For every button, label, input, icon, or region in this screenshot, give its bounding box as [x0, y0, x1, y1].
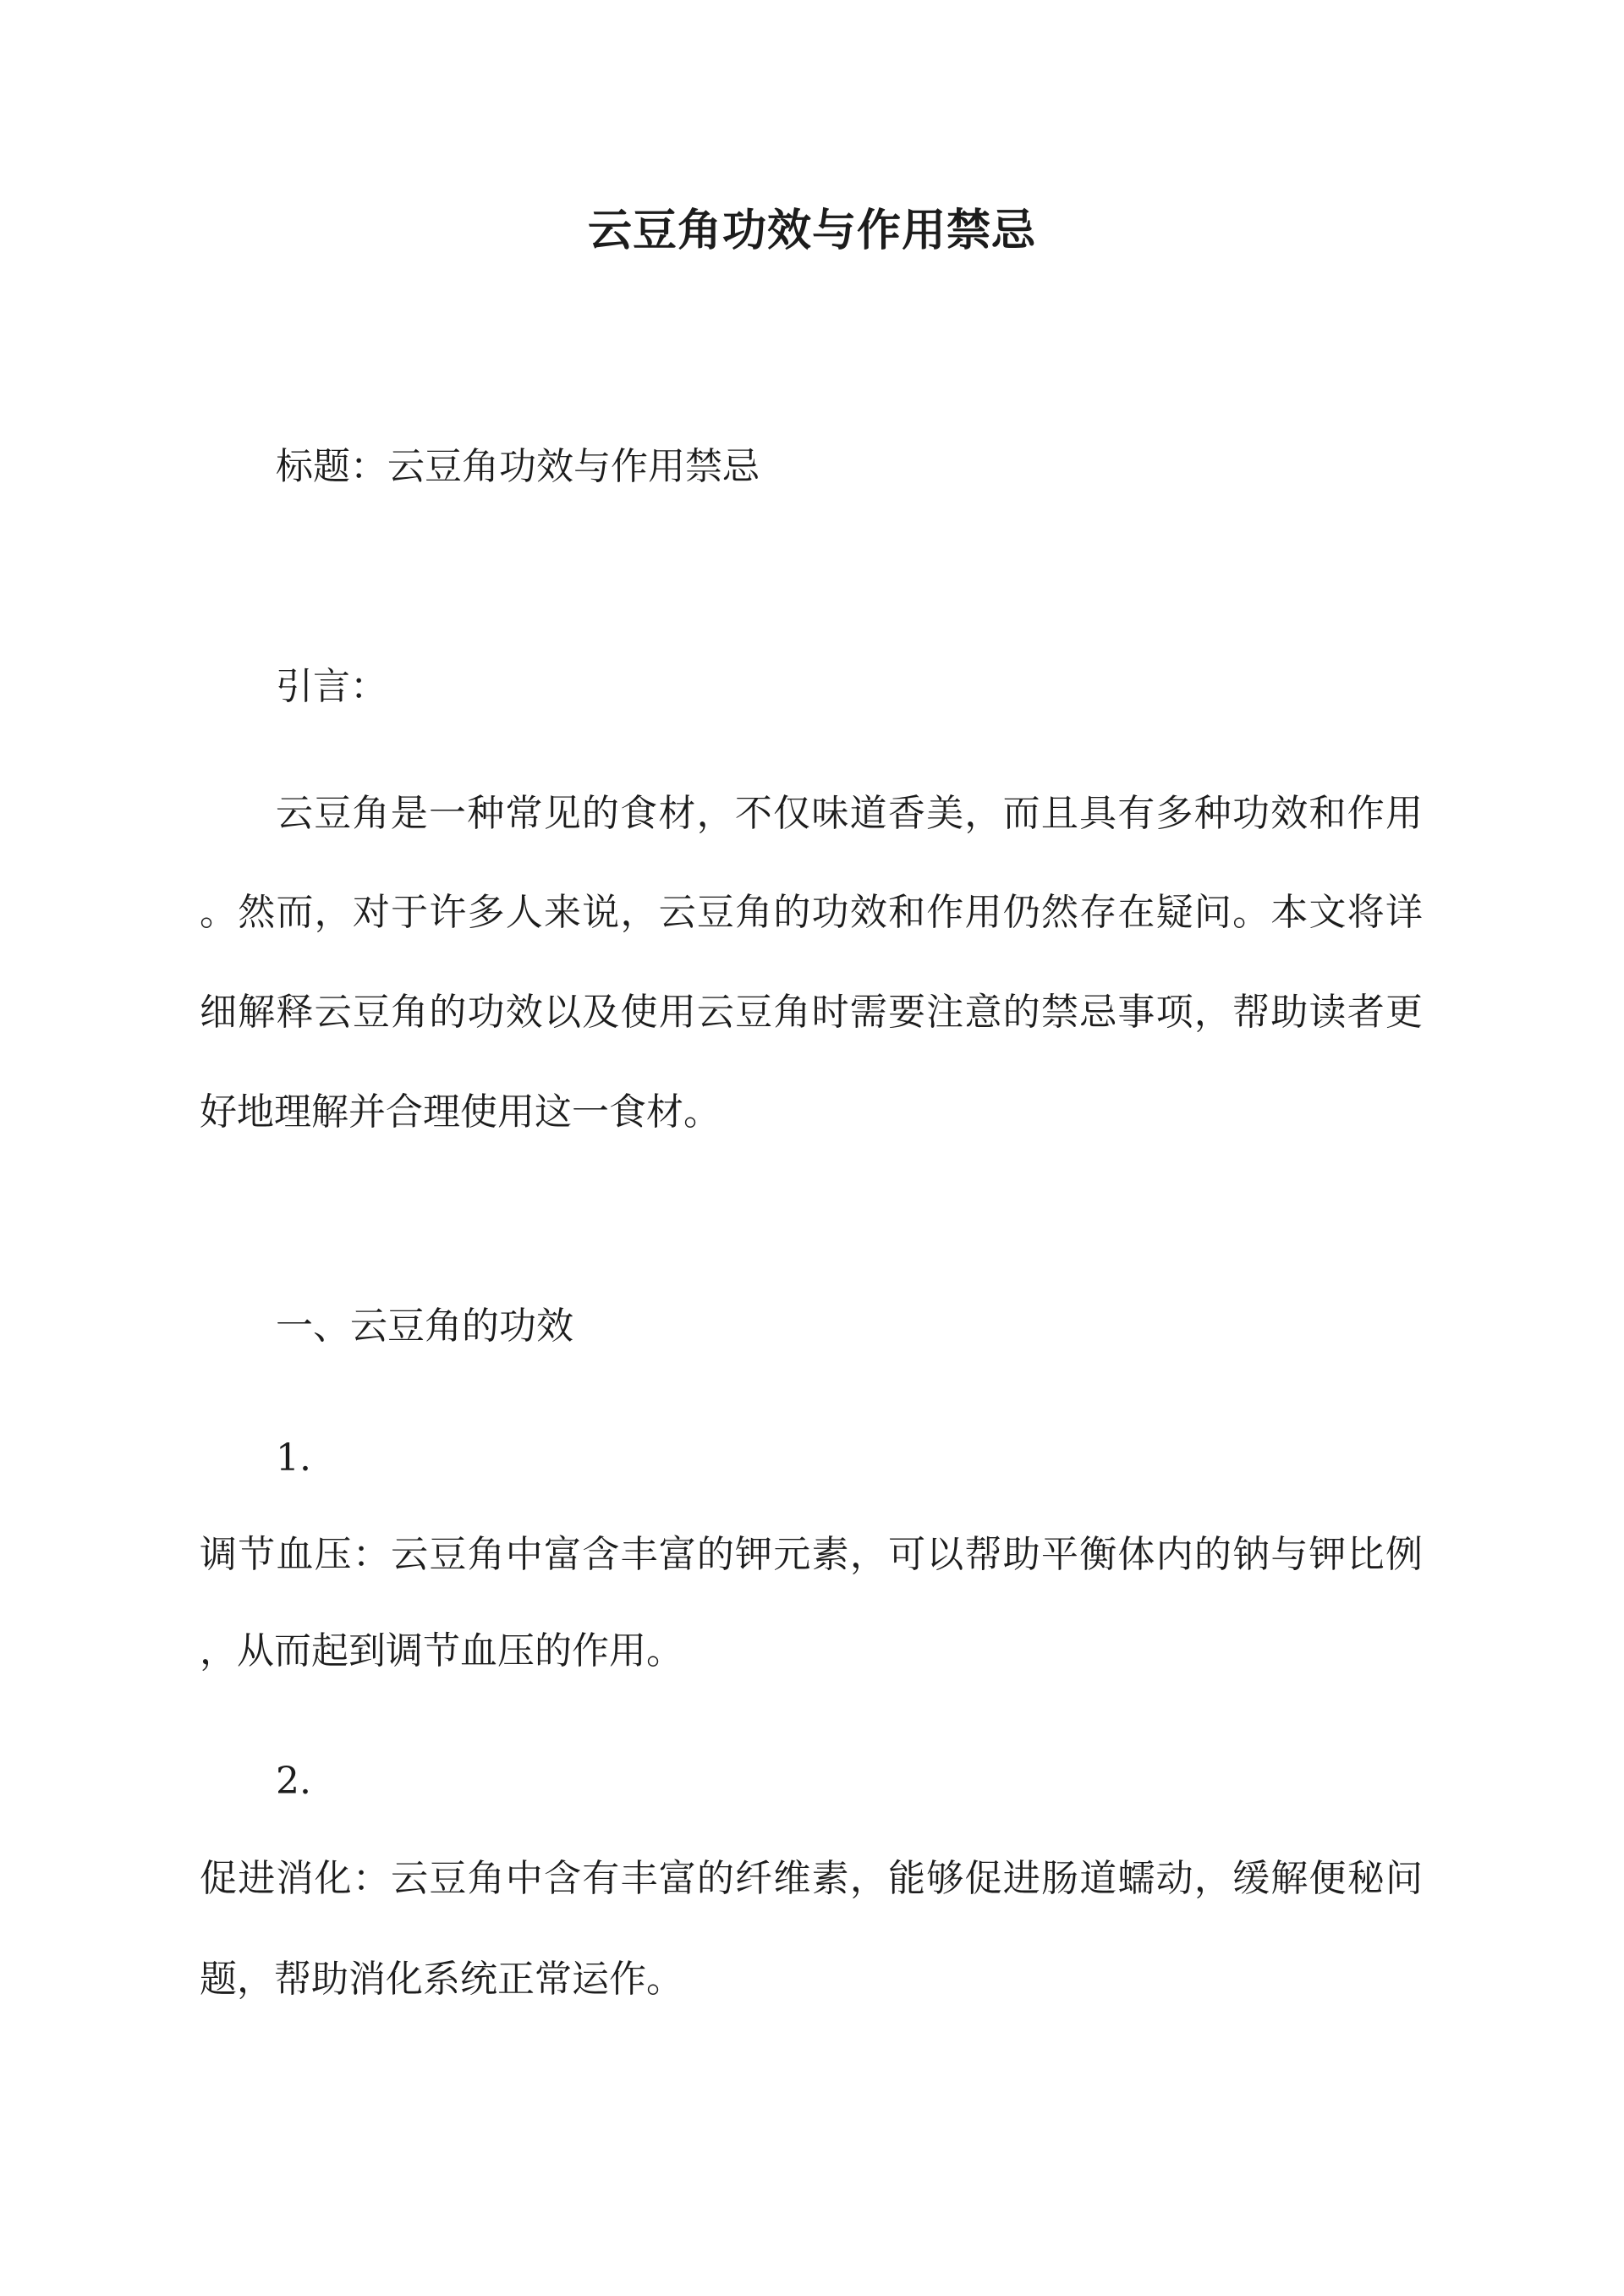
subject-line: 标题：云豆角功效与作用禁忌 [276, 445, 760, 488]
intro-paragraph-line: 。然而，对于许多人来说，云豆角的功效和作用仍然存在疑问。本文将详 [200, 891, 1423, 934]
intro-heading: 引言： [276, 665, 387, 708]
section-heading: 一、云豆角的功效 [276, 1305, 573, 1348]
list-item-number: 2. [276, 1760, 311, 1803]
list-item-line: 调节血压：云豆角中富含丰富的钾元素，可以帮助平衡体内的钠与钾比例 [200, 1533, 1423, 1576]
intro-paragraph-line: 细解释云豆角的功效以及使用云豆角时需要注意的禁忌事项，帮助读者更 [200, 991, 1423, 1034]
list-item-line: 促进消化：云豆角中含有丰富的纤维素，能够促进肠道蠕动，缓解便秘问 [200, 1857, 1423, 1900]
document-title: 云豆角功效与作用禁忌 [587, 205, 1036, 256]
intro-paragraph-line: 云豆角是一种常见的食材，不仅味道香美，而且具有多种功效和作用 [276, 792, 1423, 835]
list-item-line: ，从而起到调节血压的作用。 [200, 1629, 683, 1673]
intro-paragraph-line: 好地理解并合理使用这一食材。 [200, 1090, 721, 1134]
list-item-number: 1. [276, 1436, 311, 1480]
list-item-line: 题，帮助消化系统正常运作。 [200, 1958, 683, 2001]
